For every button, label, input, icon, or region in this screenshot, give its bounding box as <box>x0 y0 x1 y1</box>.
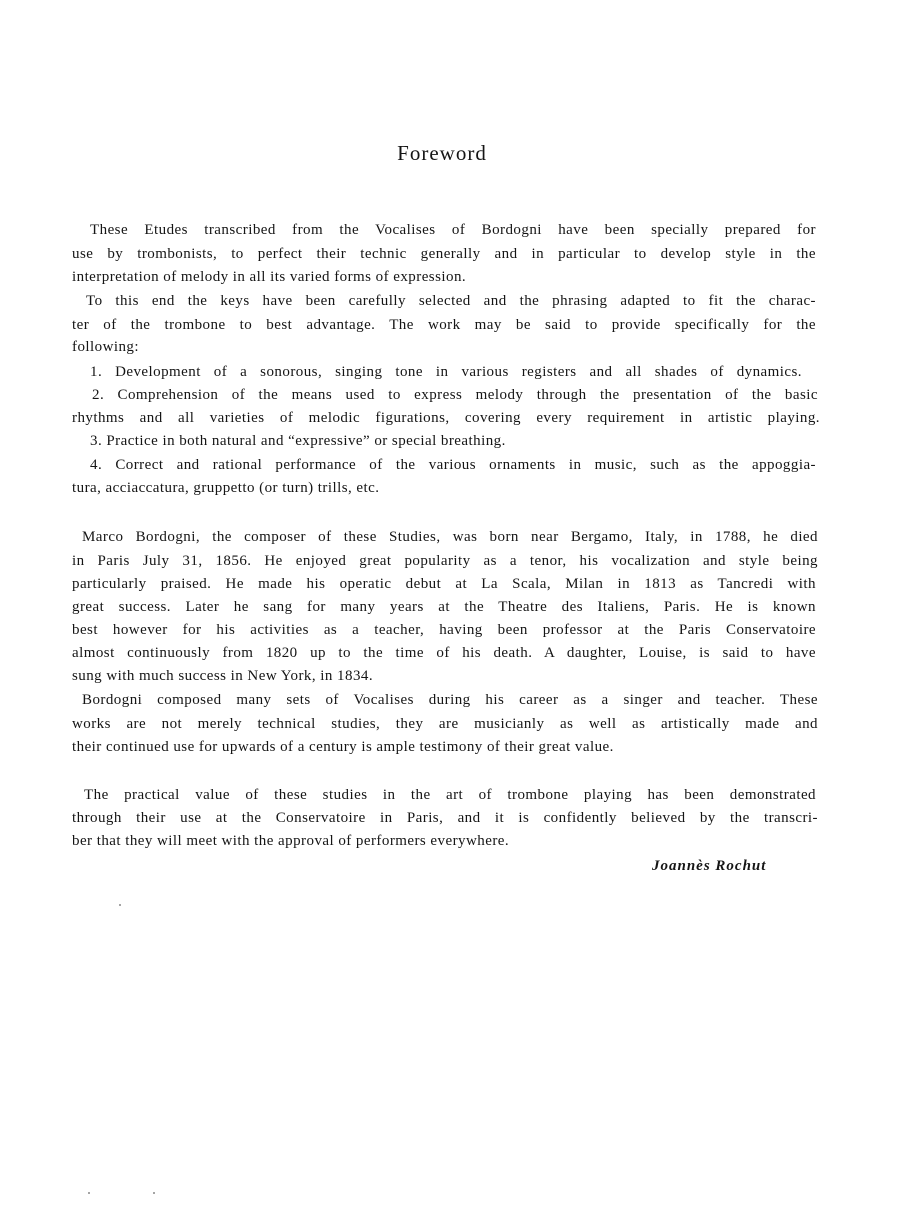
page-title: Foreword <box>397 141 487 165</box>
text-line: interpretation of melody in all its varied forms of expression. <box>72 269 467 285</box>
text-line: great success. Later he sang for many years at the Theatre des Italiens, Paris. He is known <box>72 599 816 615</box>
scan-speck <box>119 904 121 906</box>
text-line: Marco Bordogni, the composer of these Studies, was born near Bergamo, Italy, in 1788, he died <box>82 529 818 545</box>
text-line: best however for his activities as a teacher, having been professor at the Paris Conservatoire <box>72 622 816 638</box>
text-line: Bordogni composed many sets of Vocalises during his career as a singer and teacher. These <box>82 692 818 708</box>
scan-speck <box>153 1192 155 1194</box>
text-line: ter of the trombone to best advantage. The work may be said to provide specifically for the <box>72 317 816 333</box>
list-item: 4. Correct and rational performance of the various ornaments in music, such as the appoggia- <box>90 457 816 473</box>
list-item: 1. Development of a sonorous, singing tone in various registers and all shades of dynamics. <box>90 364 802 380</box>
list-item: 2. Comprehension of the means used to express melody through the presentation of the basic <box>92 387 818 403</box>
text-line: almost continuously from 1820 up to the time of his death. A daughter, Louise, is said to have <box>72 645 816 661</box>
text-line: ber that they will meet with the approval of performers everywhere. <box>72 833 510 849</box>
text-line: tura, acciaccatura, gruppetto (or turn) trills, etc. <box>72 480 380 496</box>
signature: Joannès Rochut <box>652 858 767 874</box>
scan-speck <box>88 1192 90 1194</box>
text-line: in Paris July 31, 1856. He enjoyed great popularity as a tenor, his vocalization and style being <box>72 553 818 569</box>
text-line: their continued use for upwards of a century is ample testimony of their great value. <box>72 739 614 755</box>
text-line: These Etudes transcribed from the Vocalises of Bordogni have been specially prepared for <box>90 222 816 238</box>
text-line: rhythms and all varieties of melodic figurations, covering every requirement in artistic playing. <box>72 410 820 426</box>
text-line: use by trombonists, to perfect their technic generally and in particular to develop style in the <box>72 246 816 262</box>
text-line: following: <box>72 339 139 355</box>
text-line: particularly praised. He made his operatic debut at La Scala, Milan in 1813 as Tancredi with <box>72 576 816 592</box>
text-line: through their use at the Conservatoire in Paris, and it is confidently believed by the transcri- <box>72 810 818 826</box>
text-line: sung with much success in New York, in 1834. <box>72 668 374 684</box>
text-line: works are not merely technical studies, they are musicianly as well as artistically made and <box>72 716 818 732</box>
text-line: To this end the keys have been carefully selected and the phrasing adapted to fit the charac- <box>86 293 816 309</box>
list-item: 3. Practice in both natural and “expressive” or special breathing. <box>90 433 506 449</box>
text-line: The practical value of these studies in the art of trombone playing has been demonstrated <box>84 787 816 803</box>
